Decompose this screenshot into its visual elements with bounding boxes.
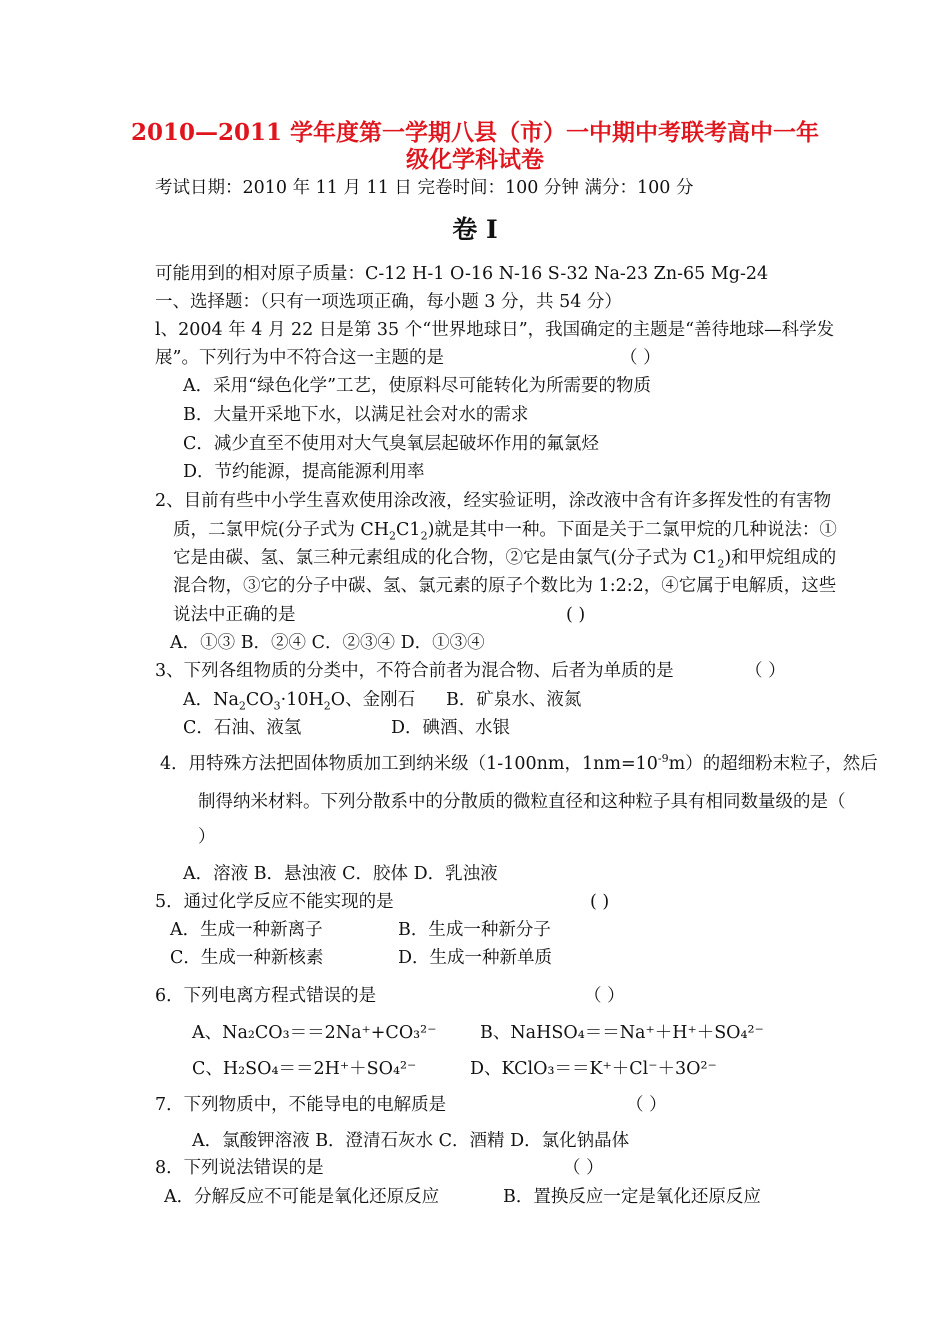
q4-stem-line3: ） — [198, 827, 216, 847]
q5-option-d: D．生成一种新单质 — [398, 948, 553, 968]
q6-option-d: D、KClO₃＝＝K⁺＋Cl⁻＋3O²⁻ — [470, 1059, 717, 1079]
q8-option-b: B．置换反应一定是氧化还原反应 — [503, 1187, 761, 1207]
exam-title-line1: 2010—2011 学年度第一学期八县（市）一中期中考联考高中一年 — [130, 119, 820, 146]
q6-answer-paren: （ ） — [584, 986, 625, 1006]
q5-stem: 5．通过化学反应不能实现的是 — [155, 892, 394, 912]
q7-options: A．氯酸钾溶液 B．澄清石灰水 C．酒精 D．氯化钠晶体 — [192, 1131, 630, 1151]
q2-stem-line1: 2、目前有些中小学生喜欢使用涂改液，经实验证明，涂改液中含有许多挥发性的有害物 — [155, 491, 832, 511]
q1-option-c: C．减少直至不使用对大气臭氧层起破坏作用的氟氯烃 — [183, 434, 599, 454]
section-heading: 卷 Ⅰ — [452, 215, 498, 244]
exam-info: 考试日期：2010 年 11 月 11 日 完卷时间：100 分钟 满分：100 分 — [155, 178, 694, 198]
q2-answer-paren: ( ) — [566, 605, 586, 625]
q1-option-b: B．大量开采地下水，以满足社会对水的需求 — [183, 405, 529, 425]
q3-option-a: A．$Na_2CO_3\cdot 10H_2O$、金刚石 — [183, 690, 416, 713]
q1-stem-line2: 展”。下列行为中不符合这一主题的是 — [155, 348, 444, 368]
q2-options: A．①③ B．②④ C．②③④ D．①③④ — [170, 633, 485, 653]
q1-stem-line1: l、2004 年 4 月 22 日是第 35 个“世界地球日”，我国确定的主题是“善待地球—科学发 — [155, 320, 835, 340]
q3-option-b: B．矿泉水、液氮 — [446, 690, 582, 710]
q6-option-c: C、H₂SO₄＝＝2H⁺＋SO₄²⁻ — [192, 1059, 417, 1079]
q2-stem-line3: 它是由碳、氢、氯三种元素组成的化合物，②它是由氯气(分子式为 $C1_2$)和甲烷组成的 — [173, 548, 837, 571]
q8-answer-paren: （ ） — [563, 1158, 604, 1178]
atomic-masses: 可能用到的相对原子质量：C-12 H-1 O-16 N-16 S-32 Na-23 Zn-65 Mg-24 — [155, 264, 769, 284]
q2-stem-line4: 混合物，③它的分子中碳、氢、氯元素的原子个数比为 1:2:2，④它属于电解质，这些 — [173, 576, 837, 596]
q3-option-d: D．碘酒、水银 — [391, 718, 511, 738]
q3-answer-paren: （ ） — [745, 661, 786, 681]
q8-option-a: A．分解反应不可能是氧化还原反应 — [164, 1187, 440, 1207]
q6-stem: 6．下列电离方程式错误的是 — [155, 986, 377, 1006]
q7-stem: 7．下列物质中，不能导电的电解质是 — [155, 1095, 447, 1115]
q6-option-b: B、NaHSO₄＝＝Na⁺＋H⁺＋SO₄²⁻ — [480, 1023, 764, 1043]
q6-option-a: A、Na₂CO₃＝＝2Na⁺+CO₃²⁻ — [192, 1023, 437, 1043]
q3-stem: 3、下列各组物质的分类中，不符合前者为混合物、后者为单质的是 — [155, 661, 674, 681]
q5-option-a: A．生成一种新离子 — [170, 920, 323, 940]
q8-stem: 8．下列说法错误的是 — [155, 1158, 324, 1178]
q4-options: A．溶液 B．悬浊液 C．胶体 D．乳浊液 — [183, 864, 498, 884]
q2-stem-line5: 说法中正确的是 — [173, 605, 296, 625]
q5-answer-paren: ( ) — [590, 892, 610, 912]
q4-stem-line2: 制得纳米材料。下列分散系中的分散质的微粒直径和这种粒子具有相同数量级的是（ — [198, 792, 846, 812]
q1-option-a: A．采用“绿色化学”工艺，使原料尽可能转化为所需要的物质 — [183, 376, 652, 396]
q4-stem-line1: 4．用特殊方法把固体物质加工到纳米级（1-100nm，$1nm=10^{-9}m$）的超细粉末粒子，然后 — [160, 752, 878, 774]
q2-stem-line2: 质，二氯甲烷(分子式为 $CH_2C1_2$)就是其中一种。下面是关于二氯甲烷的几种说法：① — [173, 520, 837, 543]
q1-answer-paren: （ ） — [620, 348, 661, 368]
exam-title-line2: 级化学科试卷 — [406, 146, 544, 173]
q7-answer-paren: （ ） — [626, 1095, 667, 1115]
q5-option-c: C．生成一种新核素 — [170, 948, 324, 968]
q5-option-b: B．生成一种新分子 — [398, 920, 551, 940]
part-one-heading: 一、选择题：（只有一项选项正确，每小题 3 分，共 54 分） — [155, 292, 622, 312]
q1-option-d: D．节约能源，提高能源利用率 — [183, 462, 425, 482]
q3-option-c: C．石油、液氢 — [183, 718, 302, 738]
